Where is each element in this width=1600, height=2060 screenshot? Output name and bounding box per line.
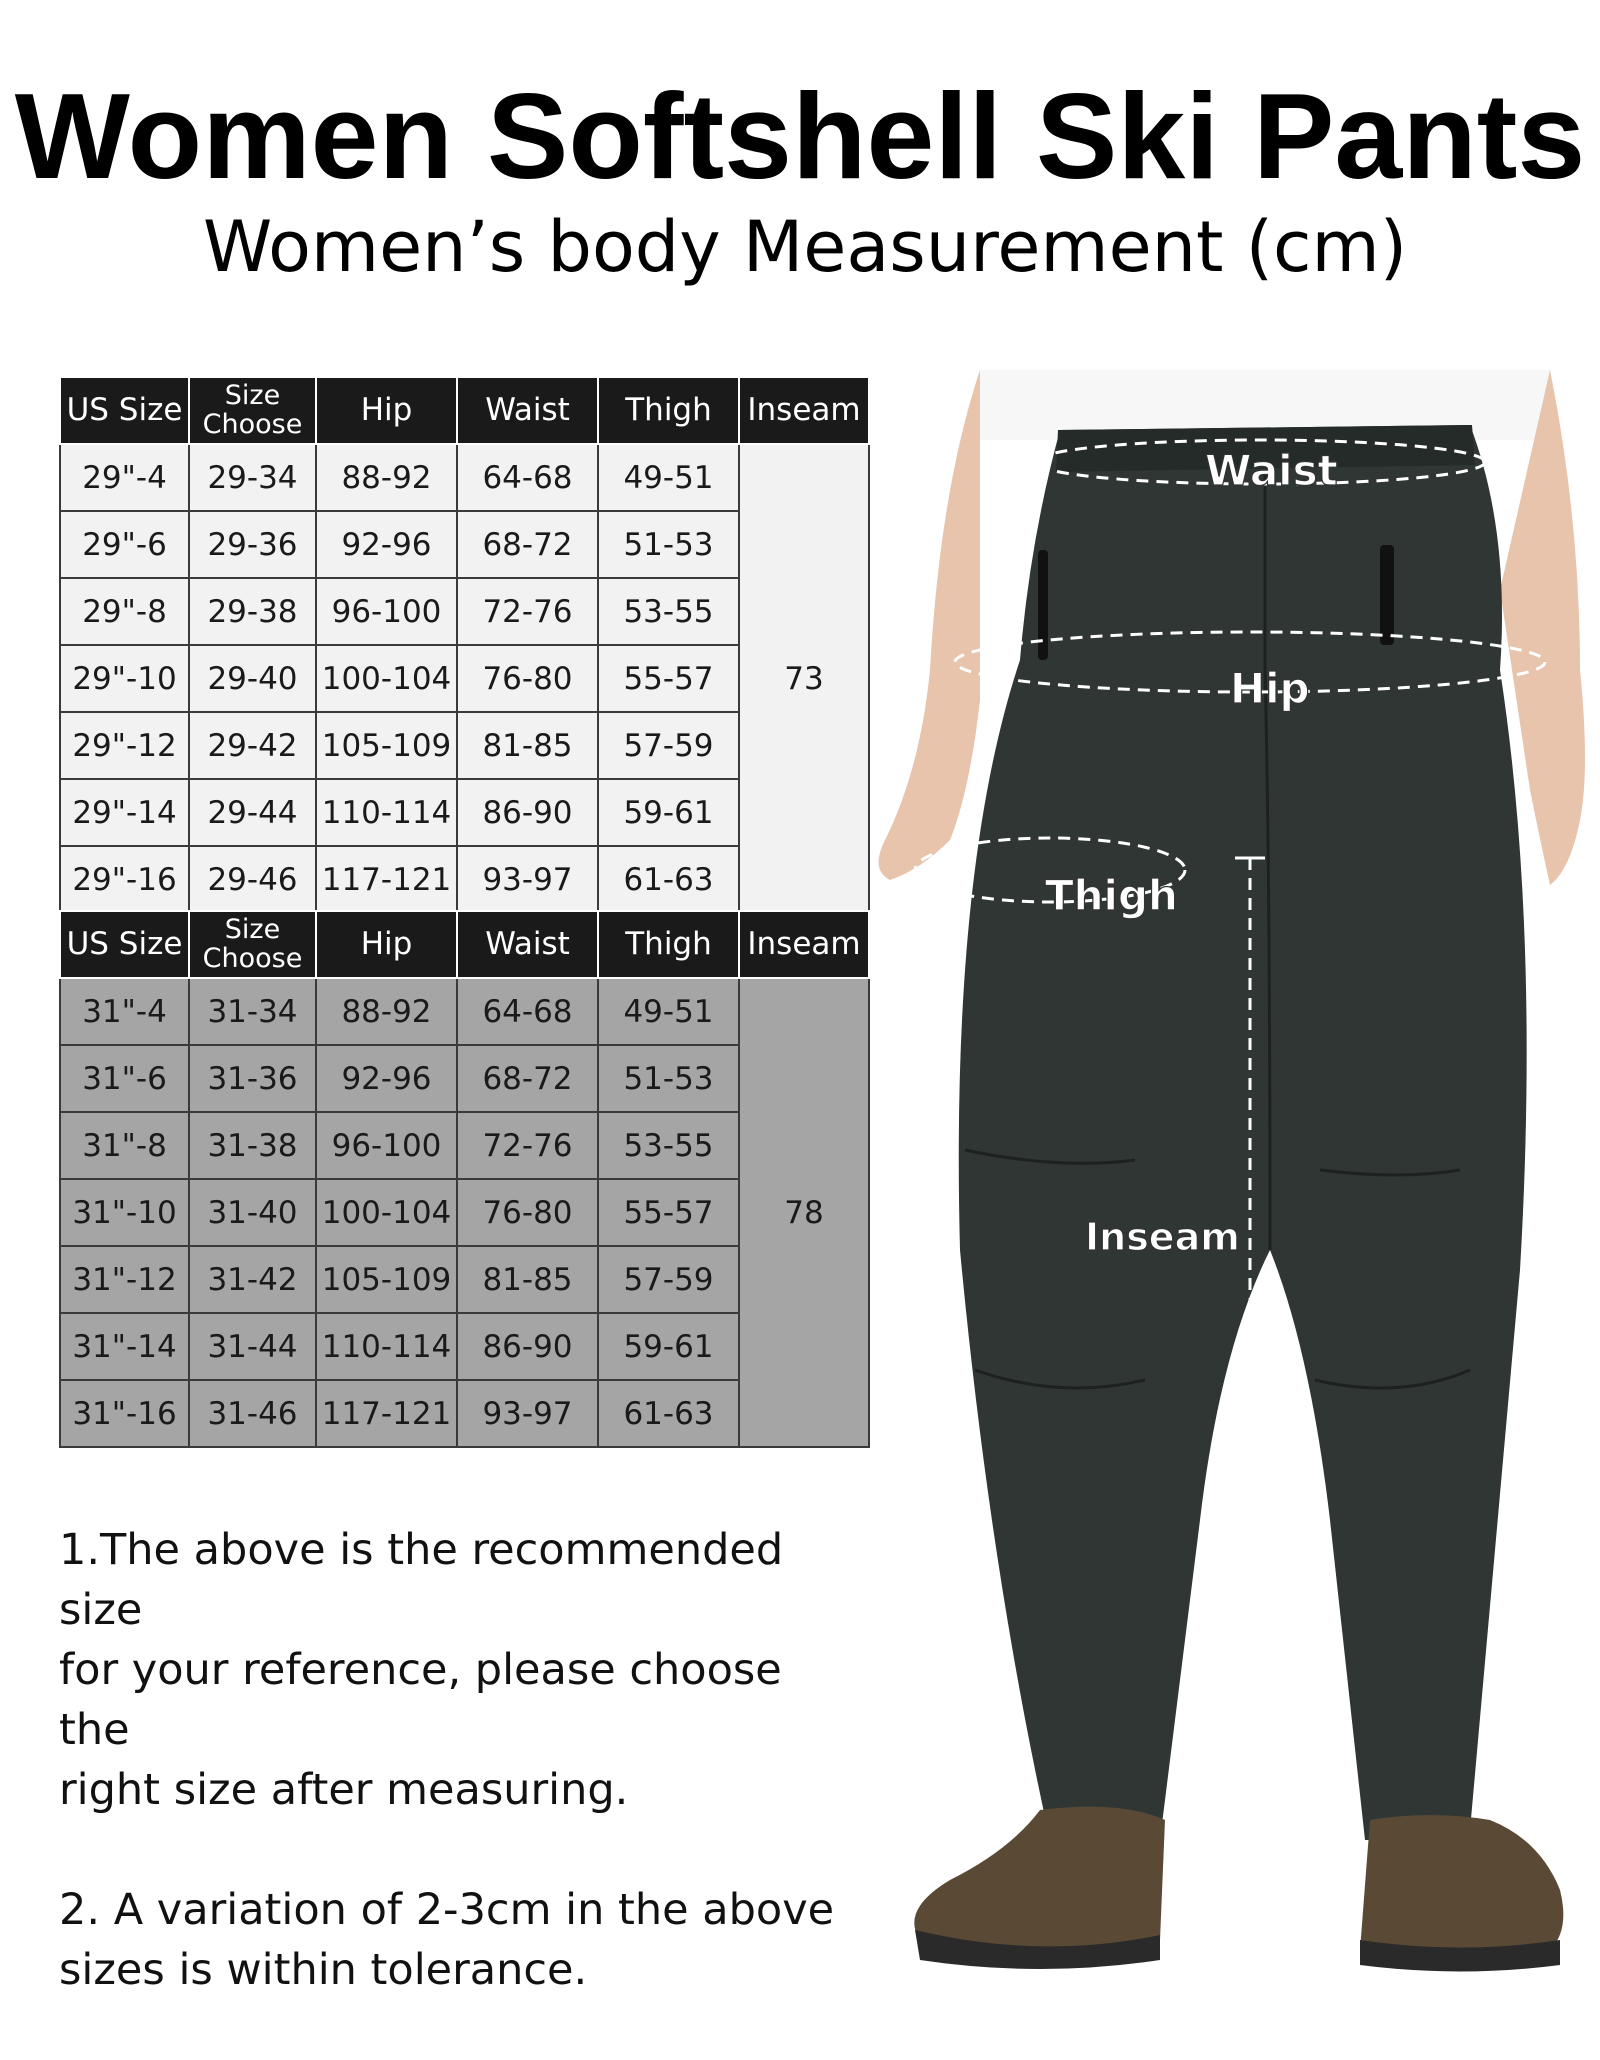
cell-inseam: 78	[739, 978, 869, 1447]
cell-thigh: 51-53	[598, 1045, 739, 1112]
cell-thigh: 57-59	[598, 1246, 739, 1313]
header-us-size: US Size	[60, 911, 189, 978]
cell-us-size: 29"-8	[60, 578, 189, 645]
cell-waist: 93-97	[457, 1380, 598, 1447]
cell-waist: 76-80	[457, 1179, 598, 1246]
table-header-row	[60, 377, 869, 444]
header-thigh: Thigh	[598, 377, 739, 444]
cell-thigh: 59-61	[598, 779, 739, 846]
cell-hip: 117-121	[316, 846, 457, 913]
header-size-choose-line1: Size	[224, 914, 281, 946]
cell-us-size: 31"-14	[60, 1313, 189, 1380]
cell-us-size: 29"-6	[60, 511, 189, 578]
cell-waist: 68-72	[457, 1045, 598, 1112]
header-size-choose-line2: Choose	[202, 942, 303, 974]
cell-size-choose: 31-36	[189, 1045, 316, 1112]
header-size-choose	[189, 377, 316, 444]
thigh-label: Thigh	[1045, 871, 1178, 920]
cell-hip: 105-109	[316, 1246, 457, 1313]
cell-us-size: 29"-16	[60, 846, 189, 913]
left-shoe	[914, 1807, 1165, 1950]
header-hip: Hip	[316, 377, 457, 444]
cell-waist: 81-85	[457, 1246, 598, 1313]
cell-size-choose: 31-44	[189, 1313, 316, 1380]
cell-hip: 88-92	[316, 444, 457, 511]
cell-waist: 64-68	[457, 444, 598, 511]
cell-size-choose: 29-44	[189, 779, 316, 846]
header-waist: Waist	[457, 911, 598, 978]
left-pocket-zipper	[1038, 550, 1048, 660]
notes	[59, 1520, 859, 2060]
cell-hip: 117-121	[316, 1380, 457, 1447]
size-table-31	[59, 910, 870, 1448]
cell-hip: 110-114	[316, 779, 457, 846]
cell-size-choose: 31-46	[189, 1380, 316, 1447]
size-table-29	[59, 376, 870, 914]
page-subtitle: Women’s body Measurement (cm)	[202, 206, 1407, 288]
cell-us-size: 31"-12	[60, 1246, 189, 1313]
header-size-choose	[189, 911, 316, 978]
cell-thigh: 51-53	[598, 511, 739, 578]
cell-hip: 96-100	[316, 1112, 457, 1179]
cell-inseam: 73	[739, 444, 869, 913]
cell-size-choose: 29-38	[189, 578, 316, 645]
header-thigh: Thigh	[598, 911, 739, 978]
cell-thigh: 59-61	[598, 1313, 739, 1380]
waist-label: Waist	[1205, 446, 1338, 495]
cell-hip: 88-92	[316, 978, 457, 1045]
cell-hip: 96-100	[316, 578, 457, 645]
cell-waist: 93-97	[457, 846, 598, 913]
cell-us-size: 31"-4	[60, 978, 189, 1045]
note-recommended-size: 1.The above is the recommended size for your reference, please choose the right size after measuring.	[59, 1525, 784, 1815]
cell-size-choose: 29-42	[189, 712, 316, 779]
cell-waist: 86-90	[457, 779, 598, 846]
cell-us-size: 29"-12	[60, 712, 189, 779]
cell-hip: 110-114	[316, 1313, 457, 1380]
cell-waist: 68-72	[457, 511, 598, 578]
inseam-label: Inseam	[1085, 1215, 1240, 1259]
table-header-row	[60, 911, 869, 978]
cell-us-size: 29"-10	[60, 645, 189, 712]
cell-waist: 76-80	[457, 645, 598, 712]
cell-hip: 92-96	[316, 511, 457, 578]
cell-size-choose: 29-36	[189, 511, 316, 578]
cell-waist: 72-76	[457, 578, 598, 645]
cell-hip: 92-96	[316, 1045, 457, 1112]
header-us-size: US Size	[60, 377, 189, 444]
cell-us-size: 29"-4	[60, 444, 189, 511]
cell-us-size: 31"-6	[60, 1045, 189, 1112]
model-photo	[860, 370, 1600, 1980]
cell-hip: 100-104	[316, 1179, 457, 1246]
cell-thigh: 55-57	[598, 1179, 739, 1246]
cell-size-choose: 29-34	[189, 444, 316, 511]
cell-size-choose: 31-40	[189, 1179, 316, 1246]
header-inseam: Inseam	[739, 377, 869, 444]
header-size-choose-line1: Size	[224, 380, 281, 412]
cell-size-choose: 31-42	[189, 1246, 316, 1313]
cell-size-choose: 31-38	[189, 1112, 316, 1179]
cell-thigh: 49-51	[598, 444, 739, 511]
cell-thigh: 61-63	[598, 846, 739, 913]
cell-waist: 72-76	[457, 1112, 598, 1179]
cell-size-choose: 29-40	[189, 645, 316, 712]
header-hip: Hip	[316, 911, 457, 978]
cell-hip: 105-109	[316, 712, 457, 779]
cell-us-size: 29"-14	[60, 779, 189, 846]
header-size-choose-line2: Choose	[202, 408, 303, 440]
cell-waist: 81-85	[457, 712, 598, 779]
cell-waist: 86-90	[457, 1313, 598, 1380]
cell-thigh: 57-59	[598, 712, 739, 779]
cell-waist: 64-68	[457, 978, 598, 1045]
left-arm	[879, 370, 980, 880]
cell-thigh: 49-51	[598, 978, 739, 1045]
cell-size-choose: 29-46	[189, 846, 316, 913]
cell-thigh: 53-55	[598, 578, 739, 645]
cell-size-choose: 31-34	[189, 978, 316, 1045]
cell-hip: 100-104	[316, 645, 457, 712]
table-row	[60, 444, 869, 511]
header-waist: Waist	[457, 377, 598, 444]
cell-thigh: 53-55	[598, 1112, 739, 1179]
header-inseam: Inseam	[739, 911, 869, 978]
cell-thigh: 61-63	[598, 1380, 739, 1447]
cell-us-size: 31"-8	[60, 1112, 189, 1179]
cell-us-size: 31"-16	[60, 1380, 189, 1447]
hip-label: Hip	[1230, 664, 1310, 713]
cell-us-size: 31"-10	[60, 1179, 189, 1246]
table-row	[60, 978, 869, 1045]
cell-thigh: 55-57	[598, 645, 739, 712]
right-shoe	[1360, 1815, 1563, 1955]
page-title: Women Softshell Ski Pants	[14, 68, 1586, 204]
note-tolerance: 2. A variation of 2-3cm in the above sizes is within tolerance.	[59, 1885, 835, 1995]
right-pocket-zipper	[1380, 545, 1394, 645]
